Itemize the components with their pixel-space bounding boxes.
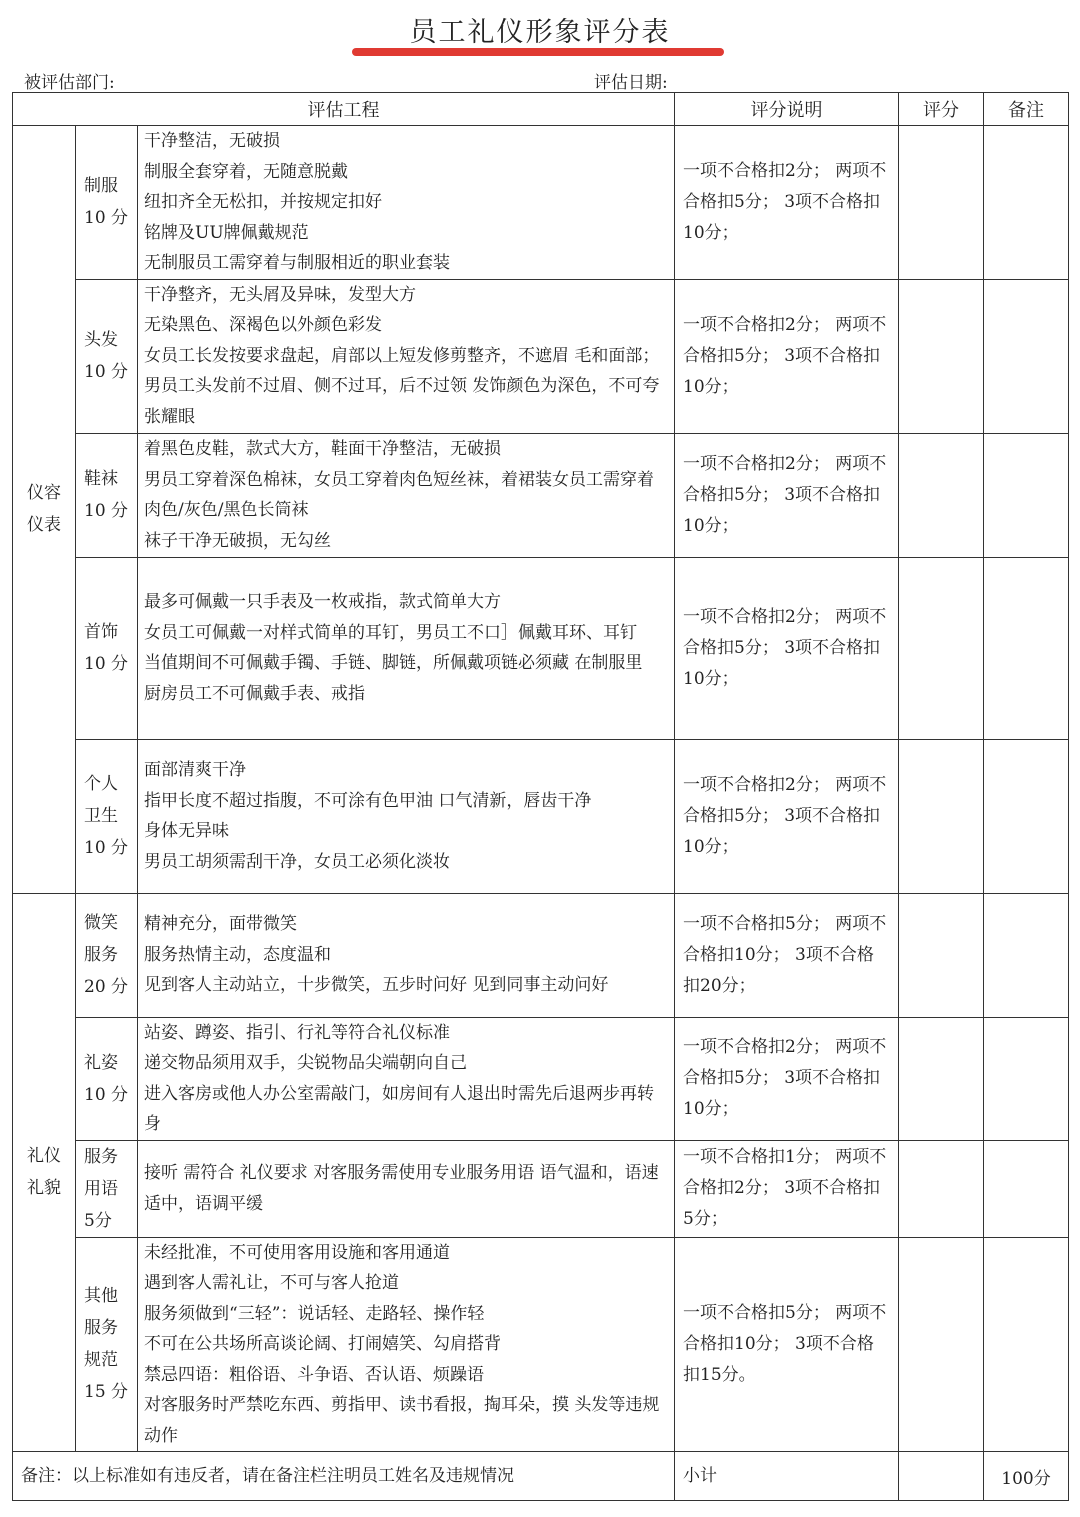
note-cell[interactable] <box>984 893 1069 1017</box>
score-cell[interactable] <box>899 739 984 893</box>
criteria-item: 接听 需符合 礼仪要求 对客服务需使用专业服务用语 语气温和，语速适中，语调平缓 <box>144 1163 659 1214</box>
criteria-item: 递交物品须用双手，尖锐物品尖端朝向自己 <box>144 1053 467 1073</box>
page-title: 员工礼仪形象评分表 <box>409 17 671 48</box>
score-cell[interactable] <box>899 557 984 739</box>
scoring-desc: 一项不合格扣5分； 两项不合格扣10分； 3项不合格扣15分。 <box>675 1237 899 1452</box>
scoring-desc: 一项不合格扣2分； 两项不合格扣5分； 3项不合格扣10分； <box>675 557 899 739</box>
criteria-item: 面部清爽干净 <box>144 760 246 780</box>
criteria-item: 厨房员工不可佩戴手表、戒指 <box>144 683 365 704</box>
note-cell[interactable] <box>984 433 1069 557</box>
criteria-item: 遇到客人需礼让，不可与客人抢道 <box>144 1273 399 1293</box>
criteria-item: 进入客房或他人办公室需敲门，如房间有人退出时需先后退两步再转身 <box>144 1083 654 1134</box>
dept-label: 被评估部门: <box>24 73 115 93</box>
criteria-item: 不可在公共场所高谈论阔、打闹嬉笑、勾肩搭背 <box>144 1334 501 1354</box>
evaluation-table <box>12 92 1069 1501</box>
date-label: 评估日期: <box>594 73 668 93</box>
criteria-item: 干净整洁，无破损 <box>144 131 280 151</box>
criteria-item: 着黑色皮鞋，款式大方，鞋面干净整洁，无破损 <box>144 439 501 459</box>
criteria-cell <box>138 893 675 1017</box>
criteria-item: 禁忌四语：粗俗语、斗争语、否认语、烦躁语 <box>144 1364 484 1385</box>
title-underline <box>352 48 724 56</box>
criteria-cell <box>138 279 675 433</box>
criteria-cell <box>138 126 675 280</box>
sub-category: 礼姿 10 分 <box>76 1017 138 1140</box>
note-cell[interactable] <box>984 739 1069 893</box>
criteria-cell <box>138 739 675 893</box>
criteria-item: 袜子干净无破损，无勾丝 <box>144 530 331 551</box>
criteria-cell <box>138 1017 675 1140</box>
sub-category: 制服 10 分 <box>76 126 138 280</box>
score-cell[interactable] <box>899 433 984 557</box>
header-desc: 评分说明 <box>675 93 899 126</box>
subtotal-score-cell[interactable] <box>899 1452 984 1501</box>
sub-category: 其他服务规范 15 分 <box>76 1237 138 1452</box>
sub-category: 服务用语 5分 <box>76 1140 138 1237</box>
note-cell[interactable] <box>984 126 1069 280</box>
criteria-item: 当值期间不可佩戴手镯、手链、脚链，所佩戴项链必须藏 在制服里 <box>144 653 643 673</box>
criteria-cell <box>138 1140 675 1237</box>
section-category: 礼仪礼貌 <box>13 893 76 1452</box>
subtotal-label: 小计 <box>675 1452 899 1501</box>
criteria-item: 身体无异味 <box>144 821 229 841</box>
criteria-item: 纽扣齐全无松扣，并按规定扣好 <box>144 192 382 212</box>
scoring-desc: 一项不合格扣5分； 两项不合格扣10分； 3项不合格扣20分； <box>675 893 899 1017</box>
score-cell[interactable] <box>899 893 984 1017</box>
criteria-item: 无制服员工需穿着与制服相近的职业套装 <box>144 253 450 273</box>
score-cell[interactable] <box>899 126 984 280</box>
criteria-item: 制服全套穿着，无随意脱戴 <box>144 161 348 182</box>
criteria-item: 未经批准，不可使用客用设施和客用通道 <box>144 1242 450 1263</box>
criteria-cell <box>138 1237 675 1452</box>
score-cell[interactable] <box>899 1237 984 1452</box>
scoring-desc: 一项不合格扣2分； 两项不合格扣5分； 3项不合格扣10分； <box>675 126 899 280</box>
sub-category: 首饰 10 分 <box>76 557 138 739</box>
criteria-item: 精神充分，面带微笑 <box>144 914 297 935</box>
header-project: 评估工程 <box>13 93 675 126</box>
criteria-item: 男员工穿着深色棉袜，女员工穿着肉色短丝袜，着裙装女员工需穿着肉色/灰色/黑色长筒袜 <box>144 469 654 520</box>
criteria-item: 服务须做到“三轻”：说话轻、走路轻、操作轻 <box>144 1303 485 1324</box>
criteria-item: 服务热情主动，态度温和 <box>144 944 331 965</box>
criteria-item: 男员工胡须需刮干净，女员工必须化淡妆 <box>144 851 450 872</box>
total-value: 100分 <box>984 1452 1069 1501</box>
note-cell[interactable] <box>984 1140 1069 1237</box>
note-cell[interactable] <box>984 557 1069 739</box>
note-cell[interactable] <box>984 1237 1069 1452</box>
criteria-item: 最多可佩戴一只手表及一枚戒指，款式简单大方 <box>144 592 501 612</box>
scoring-desc: 一项不合格扣2分； 两项不合格扣5分； 3项不合格扣10分； <box>675 433 899 557</box>
sub-category: 个人卫生 10 分 <box>76 739 138 893</box>
header-score: 评分 <box>899 93 984 126</box>
criteria-item: 无染黑色、深褐色以外颜色彩发 <box>144 315 382 336</box>
header-note: 备注 <box>984 93 1069 126</box>
note-cell[interactable] <box>984 279 1069 433</box>
criteria-item: 干净整齐，无头屑及异味，发型大方 <box>144 284 416 305</box>
score-cell[interactable] <box>899 1140 984 1237</box>
criteria-cell <box>138 557 675 739</box>
scoring-desc: 一项不合格扣2分； 两项不合格扣5分； 3项不合格扣10分； <box>675 1017 899 1140</box>
sub-category: 鞋袜 10 分 <box>76 433 138 557</box>
criteria-item: 指甲长度不超过指腹，不可涂有色甲油 口气清新，唇齿干净 <box>144 790 592 811</box>
criteria-item: 站姿、蹲姿、指引、行礼等符合礼仪标准 <box>144 1022 450 1043</box>
criteria-item: 铭牌及UU牌佩戴规范 <box>144 222 309 243</box>
section-category: 仪容仪表 <box>13 126 76 894</box>
criteria-item: 女员工可佩戴一对样式简单的耳钉，男员工不口］佩戴耳环、耳钉 <box>144 622 637 643</box>
scoring-desc: 一项不合格扣2分； 两项不合格扣5分； 3项不合格扣10分； <box>675 279 899 433</box>
criteria-item: 见到客人主动站立，十步微笑，五步时问好 见到同事主动问好 <box>144 975 609 996</box>
sub-category: 微笑服务 20 分 <box>76 893 138 1017</box>
criteria-cell <box>138 433 675 557</box>
scoring-desc: 一项不合格扣2分； 两项不合格扣5分； 3项不合格扣10分； <box>675 739 899 893</box>
scoring-desc: 一项不合格扣1分； 两项不合格扣2分； 3项不合格扣5分； <box>675 1140 899 1237</box>
footer-note: 备注：以上标准如有违反者，请在备注栏注明员工姓名及违规情况 <box>13 1452 675 1501</box>
criteria-item: 女员工长发按要求盘起，肩部以上短发修剪整齐，不遮眉 毛和面部；男员工头发前不过眉、侧不过耳，后不过领 发饰颜色为深色，不可夸张耀眼 <box>144 345 660 427</box>
score-cell[interactable] <box>899 279 984 433</box>
score-cell[interactable] <box>899 1017 984 1140</box>
sub-category: 头发 10 分 <box>76 279 138 433</box>
criteria-item: 对客服务时严禁吃东西、剪指甲、读书看报，掏耳朵，摸 头发等违规动作 <box>144 1395 660 1446</box>
note-cell[interactable] <box>984 1017 1069 1140</box>
